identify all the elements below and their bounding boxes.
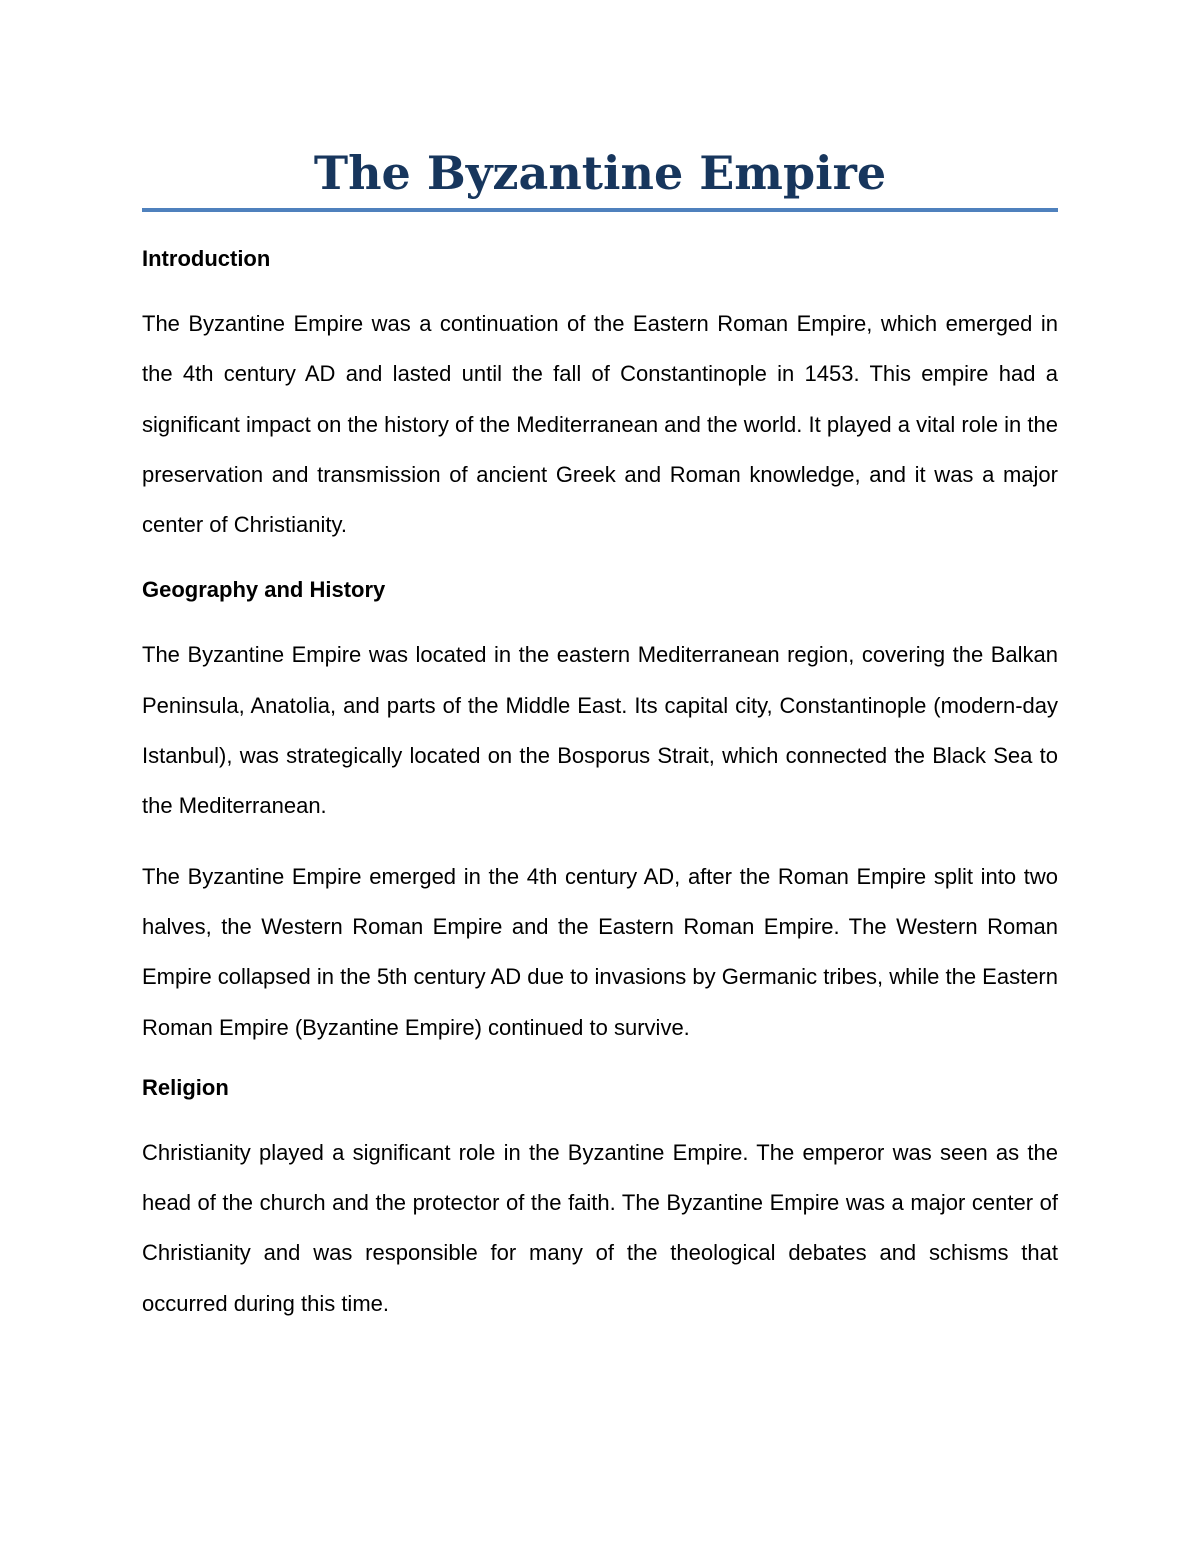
paragraph-geography: The Byzantine Empire was located in the eastern Mediterranean region, covering the Balkan Peninsula, Anatolia, and parts of the Middle East. Its capital city, Constantinople (modern-day Istanbul), was strategically located on the Bosporus Strait, which connected the Black Sea to the Mediterranean. [142,642,1058,819]
paragraph-introduction: The Byzantine Empire was a continuation of the Eastern Roman Empire, which emerged in the 4th century AD and lasted until the fall of Constantinople in 1453. This empire had a significant impact on the history of the Mediterranean and the world. It played a vital role in the preservation and transmission of ancient Greek and Roman knowledge, and it was a major center of Christianity. [142,311,1058,538]
paragraph-history: The Byzantine Empire emerged in the 4th century AD, after the Roman Empire split into two halves, the Western Roman Empire and the Eastern Roman Empire. The Western Roman Empire collapsed in the 5th century AD due to invasions by Germanic tribes, while the Eastern Roman Empire (Byzantine Empire) continued to survive. [142,863,1058,1040]
section-heading-religion: Religion [142,1074,229,1100]
section-heading-introduction: Introduction [142,246,271,271]
document-body [142,140,1058,1329]
paragraph-religion: Christianity played a significant role in the Byzantine Empire. The emperor was seen as the head of the church and the protector of the faith. The Byzantine Empire was a major center of Christianity and was responsible for many of the theological debates and schisms that occurred during this time. [142,1139,1058,1316]
document-title: The Byzantine Empire [313,146,887,200]
title-underline-rule [142,208,1058,212]
section-heading-geography-history: Geography and History [142,577,386,603]
